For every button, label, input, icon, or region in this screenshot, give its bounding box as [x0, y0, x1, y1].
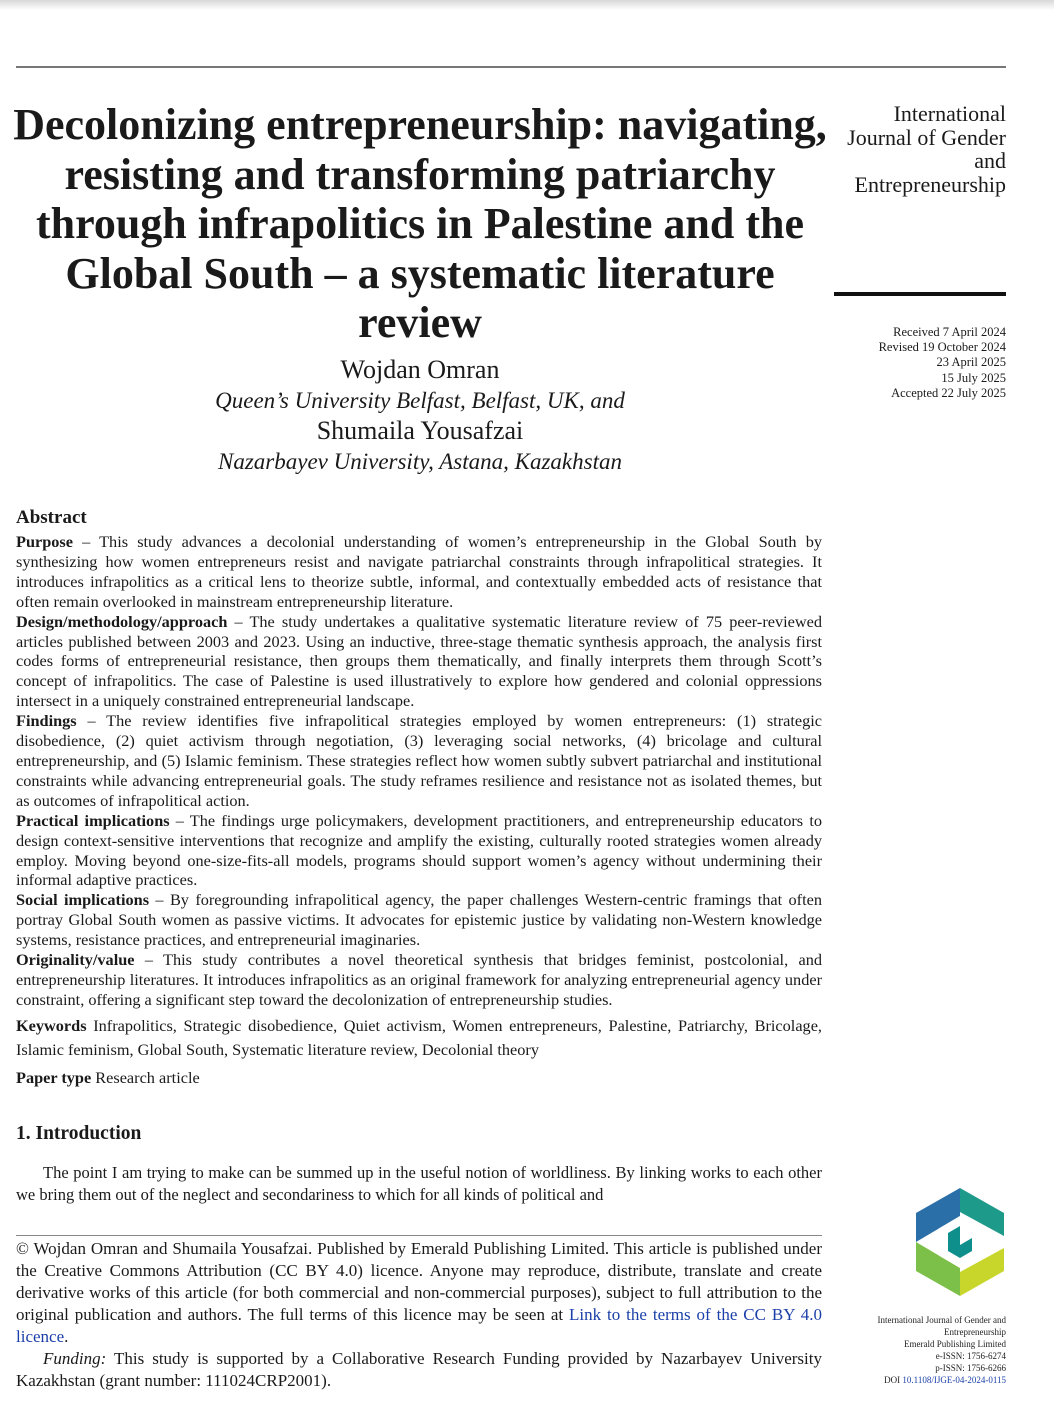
introduction-paragraph: The point I am trying to make can be summed up in the useful notion of worldliness. By linking works to each other we bring them out of the neglect and secondariness to which for all kinds of political and	[16, 1163, 822, 1204]
abstract-social	[16, 890, 822, 950]
section-text: – The findings urge policymakers, development practitioners, and entrepreneurship educators to design context-sensitive interventions that recognize and amplify the existing, culturally rooted strategies women already employ. Moving beyond one-size-fits-all models, programs should support women’s agency without undermining their informal adaptive practices.	[16, 810, 822, 890]
funding-label: Funding:	[43, 1349, 107, 1368]
pub-journal: Entrepreneurship	[944, 1327, 1006, 1337]
funding-text: This study is supported by a Collaborative Research Funding provided by Nazarbayev University Kazakhstan (grant number: 111024CRP2001).	[16, 1349, 822, 1390]
section-label: Findings	[16, 711, 77, 731]
pub-eissn: e-ISSN: 1756-6274	[935, 1351, 1006, 1361]
author-block	[10, 355, 830, 477]
license-text: © Wojdan Omran and Shumaila Yousafzai. Published by Emerald Publishing Limited. This article is published under the Creative Commons Attribution (CC BY 4.0) licence. Anyone may reproduce, distribute, translate and create derivative works of this article (for both commercial and non-commercial purposes), subject to full attribution to the original publication and authors. The full terms of this licence may be seen at	[16, 1239, 822, 1324]
doi-link[interactable]: 10.1108/IJGE-04-2024-0115	[902, 1375, 1006, 1385]
footnote	[16, 1238, 822, 1392]
section-text: – By foregrounding infrapolitical agency, the paper challenges Western-centric framings that often portray Global South women as passive victims. It advocates for epistemic justice by validating non-Western knowledge systems, resistance practices, and entrepreneurial imaginaries.	[16, 890, 822, 950]
journal-name-line: Entrepreneurship	[854, 171, 1006, 197]
abstract-practical	[16, 811, 822, 891]
journal-name	[820, 102, 1006, 196]
section-text: Infrapolitics, Strategic disobedience, Quiet activism, Women entrepreneurs, Palestine, Patriarchy, Bricolage, Islamic feminism, Global South, Systematic literature review, Decolonial theory	[16, 1015, 822, 1059]
journal-name-line: Journal of Gender	[847, 124, 1006, 150]
footnote-rule	[16, 1235, 822, 1236]
abstract-findings	[16, 711, 822, 811]
section-label: Practical implications	[16, 810, 170, 830]
header-rule	[16, 66, 1006, 68]
section-text: – This study contributes a novel theoretical synthesis that bridges feminist, postcolonial, and entrepreneurship literatures. It introduces infrapolitics as an original framework for analyzing entrepreneurial agency under constraint, offering a significant step toward the decolonization of entrepreneurship studies.	[16, 950, 822, 1009]
pub-doi	[840, 1374, 1006, 1386]
abstract-purpose	[16, 532, 822, 612]
article-dates	[840, 325, 1006, 401]
section-text: Research article	[91, 1067, 200, 1087]
date-revised: 15 July 2025	[941, 370, 1006, 385]
publication-info	[840, 1314, 1006, 1386]
keywords	[16, 1014, 822, 1062]
pub-journal: International Journal of Gender and	[877, 1315, 1006, 1325]
section-label: Keywords	[16, 1015, 87, 1035]
section-text: – The study undertakes a qualitative systematic literature review of 75 peer-reviewed articles published between 2003 and 2023. Using an inductive, three-stage thematic synthesis approach, the analysis first codes forms of entrepreneurial resistance, then groups them thematically, and finally interprets them through Scott’s concept of infrapolitics. The case of Palestine is used illustratively to explore how gendered and colonial oppressions intersect in a uniquely constrained entrepreneurial landscape.	[16, 611, 822, 711]
section-label: Design/methodology/approach	[16, 611, 228, 631]
doi-label: DOI	[884, 1375, 903, 1385]
abstract-section	[16, 506, 822, 1090]
introduction-heading: 1. Introduction	[16, 1123, 142, 1144]
pub-publisher: Emerald Publishing Limited	[904, 1339, 1006, 1349]
funding-note	[16, 1348, 822, 1392]
page-edge-shadow	[0, 0, 1054, 10]
article-title: Decolonizing entrepreneurship: navigating, resisting and transforming patriarchy through infrapolitics in Palestine and the Global South – a systematic literature review	[13, 100, 827, 347]
section-text: – The review identifies five infrapolitical strategies employed by women entrepreneurs: (1) strategic disobedience, (2) quiet activism through negotiation, (3) leveraging social networks, (4) bricolage and cultural entrepreneurship, and (5) Islamic feminism. These strategies reflect how women subtly subvert patriarchal and institutional constraints while advancing entrepreneurial goals. The study reframes resilience and resistance not as isolated themes, but as outcomes of infrapolitical action.	[16, 711, 822, 810]
license-link[interactable]: Link to the terms of the CC BY 4.0 licence	[16, 1305, 822, 1346]
journal-rule	[834, 292, 1006, 296]
journal-name-line: and	[974, 148, 1006, 173]
date-accepted: Accepted 22 July 2025	[891, 385, 1006, 400]
section-label: Paper type	[16, 1067, 92, 1087]
author-name: Wojdan Omran	[340, 355, 500, 384]
abstract-heading: Abstract	[16, 507, 87, 528]
section-label: Purpose	[16, 532, 73, 551]
author-name: Shumaila Yousafzai	[316, 416, 524, 445]
license-note	[16, 1238, 822, 1348]
journal-name-line: International	[893, 101, 1006, 126]
date-revised: Revised 19 October 2024	[878, 340, 1006, 355]
license-end: .	[64, 1327, 69, 1346]
abstract-originality	[16, 950, 822, 1010]
section-text: – This study advances a decolonial understanding of women’s entrepreneurship in the Global South by synthesizing how women entrepreneurs resist and navigate patriarchal constraints through infrapolitical strategies. It introduces infrapolitics as a critical lens to theorize subtle, informal, and contextually embedded acts of resistance that often remain overlooked in mainstream entrepreneurship literature.	[16, 532, 822, 611]
author-affiliation: Nazarbayev University, Astana, Kazakhstan	[218, 448, 622, 474]
section-label: Social implications	[16, 890, 150, 910]
pub-pissn: p-ISSN: 1756-6266	[935, 1363, 1006, 1373]
author-affiliation: Queen’s University Belfast, Belfast, UK, and	[215, 387, 625, 413]
date-revised: 23 April 2025	[936, 355, 1006, 370]
date-received: Received 7 April 2024	[893, 325, 1006, 339]
paper-type	[16, 1066, 822, 1090]
section-label: Originality/value	[16, 950, 135, 970]
emerald-logo-icon	[912, 1186, 1008, 1298]
abstract-design	[16, 612, 822, 712]
